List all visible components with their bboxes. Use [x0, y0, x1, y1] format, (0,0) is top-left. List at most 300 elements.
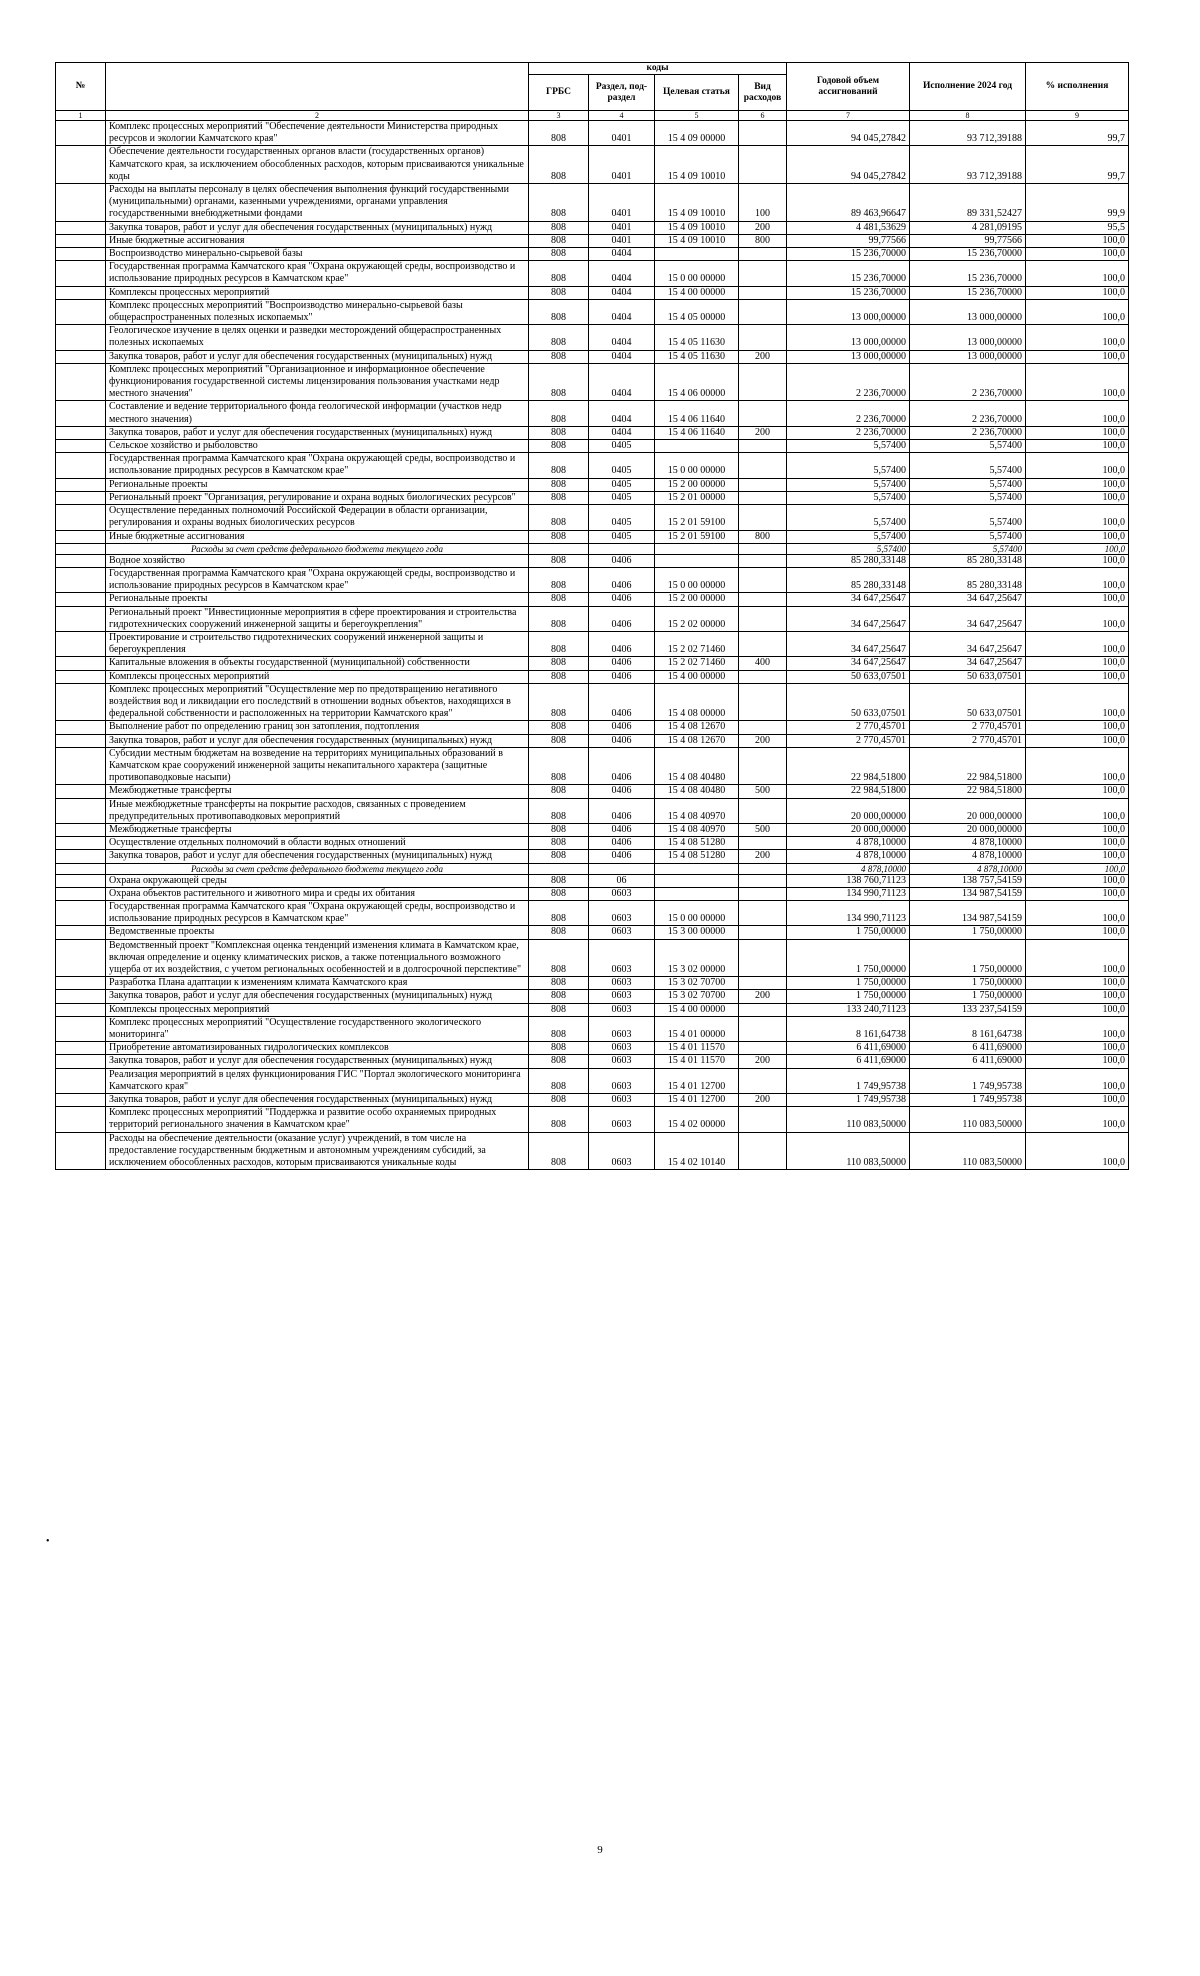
cell-vid [739, 286, 787, 299]
cell-razdel: 0603 [589, 1055, 655, 1068]
cell-vid: 500 [739, 785, 787, 798]
cell-razdel: 0401 [589, 184, 655, 222]
cell-pct: 100,0 [1026, 1132, 1129, 1170]
cell-exec: 1 750,00000 [910, 977, 1026, 990]
col-number: 2 [106, 111, 529, 121]
cell-pct: 100,0 [1026, 1016, 1129, 1041]
cell-razdel: 0603 [589, 1107, 655, 1132]
cell-vid: 100 [739, 184, 787, 222]
cell-razdel: 0603 [589, 990, 655, 1003]
cell-grbs: 808 [529, 837, 589, 850]
cell-num [56, 567, 106, 592]
cell-exec: 6 411,69000 [910, 1055, 1026, 1068]
cell-razdel: 0405 [589, 440, 655, 453]
cell-vid [739, 926, 787, 939]
cell-num [56, 350, 106, 363]
col-number: 9 [1026, 111, 1129, 121]
cell-razdel: 0406 [589, 554, 655, 567]
cell-grbs: 808 [529, 184, 589, 222]
cell-plan: 20 000,00000 [787, 798, 910, 823]
table-row [56, 887, 1129, 900]
cell-exec: 1 749,95738 [910, 1094, 1026, 1107]
cell-pct: 100,0 [1026, 286, 1129, 299]
table-row [56, 440, 1129, 453]
cell-plan: 5,57400 [787, 440, 910, 453]
header-num: № [56, 63, 106, 111]
cell-vid: 200 [739, 1055, 787, 1068]
cell-pct: 100,0 [1026, 1042, 1129, 1055]
cell-grbs: 808 [529, 874, 589, 887]
cell-exec: 5,57400 [910, 505, 1026, 530]
cell-grbs: 808 [529, 146, 589, 184]
cell-exec: 85 280,33148 [910, 567, 1026, 592]
cell-num [56, 837, 106, 850]
cell-plan: 34 647,25647 [787, 631, 910, 656]
cell-razdel: 0405 [589, 478, 655, 491]
table-row [56, 747, 1129, 785]
cell-razdel: 0404 [589, 363, 655, 401]
cell-grbs: 808 [529, 234, 589, 247]
cell-grbs: 808 [529, 554, 589, 567]
table-row [56, 554, 1129, 567]
cell-name: Комплексы процессных мероприятий [106, 670, 529, 683]
cell-name: Ведомственный проект "Комплексная оценка тенденций изменения климата в Камчатском крае, включая определение и оценку климатических рисков, а также потенциального возможного ущерба от их воздействия, с учетом региональных особенностей и в долгосрочной перспективе" [106, 939, 529, 977]
cell-plan: 110 083,50000 [787, 1107, 910, 1132]
cell-grbs: 808 [529, 1042, 589, 1055]
cell-plan: 50 633,07501 [787, 683, 910, 721]
cell-grbs [529, 863, 589, 874]
cell-num [56, 850, 106, 863]
cell-razdel: 0404 [589, 299, 655, 324]
cell-name: Закупка товаров, работ и услуг для обеспечения государственных (муниципальных) нужд [106, 350, 529, 363]
table-row [56, 593, 1129, 606]
cell-exec: 2 770,45701 [910, 721, 1026, 734]
cell-vid [739, 325, 787, 350]
cell-celevaya: 15 4 08 40480 [655, 785, 739, 798]
cell-razdel: 0603 [589, 1003, 655, 1016]
cell-plan: 2 236,70000 [787, 426, 910, 439]
cell-plan: 15 236,70000 [787, 286, 910, 299]
table-row [56, 426, 1129, 439]
cell-name: Расходы за счет средств федерального бюджета текущего года [106, 863, 529, 874]
cell-razdel: 0405 [589, 491, 655, 504]
table-row [56, 248, 1129, 261]
cell-num [56, 286, 106, 299]
cell-grbs: 808 [529, 491, 589, 504]
cell-celevaya: 15 4 08 51280 [655, 837, 739, 850]
cell-num [56, 1068, 106, 1093]
cell-num [56, 146, 106, 184]
cell-exec: 1 749,95738 [910, 1068, 1026, 1093]
cell-grbs: 808 [529, 683, 589, 721]
cell-plan: 34 647,25647 [787, 606, 910, 631]
table-body [56, 121, 1129, 1170]
cell-vid [739, 593, 787, 606]
cell-vid: 400 [739, 657, 787, 670]
cell-celevaya: 15 4 02 00000 [655, 1107, 739, 1132]
table-row [56, 363, 1129, 401]
cell-plan: 13 000,00000 [787, 325, 910, 350]
cell-grbs: 808 [529, 1068, 589, 1093]
cell-exec: 85 280,33148 [910, 554, 1026, 567]
cell-exec: 13 000,00000 [910, 350, 1026, 363]
cell-vid [739, 401, 787, 426]
cell-plan: 1 749,95738 [787, 1068, 910, 1093]
cell-celevaya: 15 2 00 00000 [655, 593, 739, 606]
cell-exec: 20 000,00000 [910, 823, 1026, 836]
cell-pct: 100,0 [1026, 721, 1129, 734]
cell-celevaya [655, 248, 739, 261]
cell-name: Комплекс процессных мероприятий "Воспроизводство минерально-сырьевой базы общераспространенных полезных ископаемых" [106, 299, 529, 324]
header-codes: коды [529, 63, 787, 75]
cell-num [56, 248, 106, 261]
table-row [56, 631, 1129, 656]
cell-vid [739, 1132, 787, 1170]
cell-grbs: 808 [529, 325, 589, 350]
cell-pct: 99,7 [1026, 121, 1129, 146]
col-number: 5 [655, 111, 739, 121]
cell-name: Закупка товаров, работ и услуг для обеспечения государственных (муниципальных) нужд [106, 850, 529, 863]
table-row [56, 286, 1129, 299]
cell-pct: 100,0 [1026, 350, 1129, 363]
cell-grbs: 808 [529, 478, 589, 491]
cell-num [56, 1042, 106, 1055]
cell-celevaya: 15 4 08 40970 [655, 823, 739, 836]
table-row [56, 863, 1129, 874]
cell-razdel: 0406 [589, 734, 655, 747]
cell-exec: 20 000,00000 [910, 798, 1026, 823]
cell-razdel: 0405 [589, 453, 655, 478]
cell-vid: 200 [739, 221, 787, 234]
cell-name: Закупка товаров, работ и услуг для обеспечения государственных (муниципальных) нужд [106, 1055, 529, 1068]
cell-name: Водное хозяйство [106, 554, 529, 567]
cell-num [56, 440, 106, 453]
cell-razdel: 0603 [589, 1042, 655, 1055]
cell-num [56, 798, 106, 823]
cell-celevaya: 15 4 00 00000 [655, 670, 739, 683]
cell-vid [739, 721, 787, 734]
cell-num [56, 505, 106, 530]
cell-plan: 85 280,33148 [787, 554, 910, 567]
cell-pct: 100,0 [1026, 363, 1129, 401]
cell-pct: 100,0 [1026, 567, 1129, 592]
cell-exec: 4 878,10000 [910, 850, 1026, 863]
cell-name: Ведомственные проекты [106, 926, 529, 939]
cell-pct: 100,0 [1026, 734, 1129, 747]
cell-pct: 100,0 [1026, 426, 1129, 439]
cell-plan: 1 750,00000 [787, 977, 910, 990]
cell-vid [739, 606, 787, 631]
cell-plan: 6 411,69000 [787, 1055, 910, 1068]
cell-pct: 100,0 [1026, 874, 1129, 887]
cell-num [56, 887, 106, 900]
table-row [56, 823, 1129, 836]
cell-vid [739, 874, 787, 887]
cell-vid: 200 [739, 1094, 787, 1107]
header-razdel: Раздел, под-раздел [589, 75, 655, 111]
cell-num [56, 543, 106, 554]
cell-name: Закупка товаров, работ и услуг для обеспечения государственных (муниципальных) нужд [106, 734, 529, 747]
cell-razdel: 0401 [589, 221, 655, 234]
header-plan: Годовой объем ассигнований [787, 63, 910, 111]
cell-name: Реализация мероприятий в целях функционирования ГИС "Портал экологического мониторинга Камчатского края" [106, 1068, 529, 1093]
cell-grbs: 808 [529, 798, 589, 823]
cell-razdel: 0406 [589, 837, 655, 850]
cell-vid [739, 1003, 787, 1016]
cell-exec: 2 236,70000 [910, 363, 1026, 401]
cell-num [56, 478, 106, 491]
cell-razdel: 0404 [589, 261, 655, 286]
cell-vid [739, 453, 787, 478]
table-row [56, 478, 1129, 491]
table-row [56, 670, 1129, 683]
cell-pct: 100,0 [1026, 261, 1129, 286]
cell-vid [739, 146, 787, 184]
cell-exec: 15 236,70000 [910, 248, 1026, 261]
cell-grbs [529, 543, 589, 554]
cell-celevaya: 15 2 02 71460 [655, 657, 739, 670]
cell-celevaya: 15 4 08 51280 [655, 850, 739, 863]
cell-celevaya: 15 2 01 00000 [655, 491, 739, 504]
table-row [56, 146, 1129, 184]
cell-name: Геологическое изучение в целях оценки и разведки месторождений общераспространенных полезных ископаемых [106, 325, 529, 350]
cell-num [56, 606, 106, 631]
cell-pct: 100,0 [1026, 863, 1129, 874]
cell-vid [739, 478, 787, 491]
col-number: 6 [739, 111, 787, 121]
cell-razdel: 0404 [589, 426, 655, 439]
header-celevaya: Целевая статья [655, 75, 739, 111]
cell-vid [739, 543, 787, 554]
cell-razdel: 0406 [589, 823, 655, 836]
cell-pct: 100,0 [1026, 850, 1129, 863]
cell-name: Осуществление отдельных полномочий в области водных отношений [106, 837, 529, 850]
cell-celevaya: 15 3 00 00000 [655, 926, 739, 939]
table-row [56, 1016, 1129, 1041]
cell-razdel: 0406 [589, 631, 655, 656]
cell-name: Комплекс процессных мероприятий "Организационное и информационное обеспечение функционирования государственной системы лицензирования пользования участками недр местного значения" [106, 363, 529, 401]
margin-dot: • [46, 1536, 50, 1547]
cell-num [56, 1132, 106, 1170]
cell-celevaya: 15 4 05 00000 [655, 299, 739, 324]
header-vid: Вид расходов [739, 75, 787, 111]
cell-name: Приобретение автоматизированных гидрологических комплексов [106, 1042, 529, 1055]
cell-plan: 5,57400 [787, 530, 910, 543]
cell-name: Государственная программа Камчатского края "Охрана окружающей среды, воспроизводство и использование природных ресурсов в Камчатском крае" [106, 900, 529, 925]
cell-exec: 6 411,69000 [910, 1042, 1026, 1055]
cell-num [56, 530, 106, 543]
cell-razdel [589, 863, 655, 874]
cell-name: Осуществление переданных полномочий Российской Федерации в области организации, регулирования и охраны водных биологических ресурсов [106, 505, 529, 530]
cell-razdel: 0401 [589, 121, 655, 146]
cell-grbs: 808 [529, 286, 589, 299]
cell-name: Комплексы процессных мероприятий [106, 286, 529, 299]
cell-razdel: 0603 [589, 1016, 655, 1041]
cell-name: Комплекс процессных мероприятий "Поддержка и развитие особо охраняемых природных территорий регионального значения в Камчатском крае" [106, 1107, 529, 1132]
table-row [56, 1003, 1129, 1016]
cell-exec: 2 236,70000 [910, 426, 1026, 439]
cell-plan: 6 411,69000 [787, 1042, 910, 1055]
cell-grbs: 808 [529, 121, 589, 146]
cell-num [56, 926, 106, 939]
cell-name: Комплексы процессных мероприятий [106, 1003, 529, 1016]
cell-razdel: 0406 [589, 850, 655, 863]
cell-plan: 15 236,70000 [787, 248, 910, 261]
table-row [56, 734, 1129, 747]
cell-razdel [589, 543, 655, 554]
cell-num [56, 874, 106, 887]
table-row [56, 837, 1129, 850]
cell-razdel: 0603 [589, 1068, 655, 1093]
cell-num [56, 863, 106, 874]
table-row [56, 900, 1129, 925]
cell-celevaya [655, 554, 739, 567]
cell-name: Закупка товаров, работ и услуг для обеспечения государственных (муниципальных) нужд [106, 221, 529, 234]
cell-plan: 50 633,07501 [787, 670, 910, 683]
cell-celevaya: 15 4 08 00000 [655, 683, 739, 721]
cell-pct: 100,0 [1026, 543, 1129, 554]
cell-plan: 13 000,00000 [787, 350, 910, 363]
table-row [56, 234, 1129, 247]
cell-celevaya: 15 4 01 12700 [655, 1094, 739, 1107]
cell-grbs: 808 [529, 1055, 589, 1068]
cell-razdel: 0603 [589, 926, 655, 939]
cell-num [56, 426, 106, 439]
cell-celevaya: 15 4 08 12670 [655, 721, 739, 734]
header-exec: Исполнение 2024 год [910, 63, 1026, 111]
cell-celevaya: 15 4 09 10010 [655, 234, 739, 247]
cell-celevaya: 15 4 06 11640 [655, 426, 739, 439]
cell-celevaya: 15 0 00 00000 [655, 567, 739, 592]
cell-celevaya: 15 4 02 10140 [655, 1132, 739, 1170]
cell-vid [739, 977, 787, 990]
cell-celevaya [655, 863, 739, 874]
cell-plan: 13 000,00000 [787, 299, 910, 324]
cell-exec: 5,57400 [910, 543, 1026, 554]
cell-celevaya: 15 2 00 00000 [655, 478, 739, 491]
cell-grbs: 808 [529, 505, 589, 530]
cell-exec: 15 236,70000 [910, 286, 1026, 299]
cell-name: Межбюджетные трансферты [106, 823, 529, 836]
cell-pct: 100,0 [1026, 798, 1129, 823]
cell-num [56, 734, 106, 747]
cell-num [56, 1016, 106, 1041]
cell-grbs: 808 [529, 734, 589, 747]
cell-razdel: 0603 [589, 1132, 655, 1170]
cell-exec: 1 750,00000 [910, 926, 1026, 939]
cell-name: Комплекс процессных мероприятий "Обеспечение деятельности Министерства природных ресурсов и экологии Камчатского края" [106, 121, 529, 146]
cell-exec: 13 000,00000 [910, 299, 1026, 324]
cell-grbs: 808 [529, 401, 589, 426]
cell-exec: 89 331,52427 [910, 184, 1026, 222]
cell-vid [739, 631, 787, 656]
cell-num [56, 184, 106, 222]
cell-pct: 100,0 [1026, 900, 1129, 925]
table-row [56, 505, 1129, 530]
cell-name: Комплекс процессных мероприятий "Осуществление государственного экологического мониторинга" [106, 1016, 529, 1041]
cell-plan: 8 161,64738 [787, 1016, 910, 1041]
cell-vid [739, 900, 787, 925]
cell-plan: 5,57400 [787, 491, 910, 504]
cell-plan: 15 236,70000 [787, 261, 910, 286]
cell-vid [739, 1016, 787, 1041]
cell-pct: 95,5 [1026, 221, 1129, 234]
cell-pct: 100,0 [1026, 631, 1129, 656]
cell-celevaya: 15 4 06 00000 [655, 363, 739, 401]
cell-exec: 1 750,00000 [910, 990, 1026, 1003]
cell-grbs: 808 [529, 606, 589, 631]
cell-num [56, 683, 106, 721]
cell-grbs: 808 [529, 426, 589, 439]
cell-exec: 110 083,50000 [910, 1107, 1026, 1132]
cell-vid [739, 248, 787, 261]
cell-num [56, 900, 106, 925]
table-row [56, 939, 1129, 977]
cell-plan: 20 000,00000 [787, 823, 910, 836]
cell-plan: 134 990,71123 [787, 900, 910, 925]
cell-plan: 2 770,45701 [787, 721, 910, 734]
table-row [56, 1068, 1129, 1093]
cell-grbs: 808 [529, 248, 589, 261]
budget-execution-table [55, 62, 1129, 1170]
cell-exec: 134 987,54159 [910, 900, 1026, 925]
cell-pct: 100,0 [1026, 248, 1129, 261]
cell-pct: 99,7 [1026, 146, 1129, 184]
cell-pct: 100,0 [1026, 657, 1129, 670]
cell-grbs: 808 [529, 785, 589, 798]
cell-name: Иные бюджетные ассигнования [106, 234, 529, 247]
cell-exec: 99,77566 [910, 234, 1026, 247]
cell-vid [739, 554, 787, 567]
cell-num [56, 261, 106, 286]
cell-celevaya: 15 4 05 11630 [655, 325, 739, 350]
cell-vid [739, 683, 787, 721]
cell-plan: 4 878,10000 [787, 863, 910, 874]
cell-celevaya: 15 0 00 00000 [655, 900, 739, 925]
cell-exec: 4 878,10000 [910, 863, 1026, 874]
cell-name: Закупка товаров, работ и услуг для обеспечения государственных (муниципальных) нужд [106, 990, 529, 1003]
cell-exec: 34 647,25647 [910, 606, 1026, 631]
cell-vid [739, 670, 787, 683]
cell-num [56, 657, 106, 670]
cell-pct: 100,0 [1026, 823, 1129, 836]
cell-razdel: 0405 [589, 505, 655, 530]
cell-grbs: 808 [529, 363, 589, 401]
col-number: 3 [529, 111, 589, 121]
cell-plan: 2 770,45701 [787, 734, 910, 747]
cell-name: Воспроизводство минерально-сырьевой базы [106, 248, 529, 261]
table-row [56, 1042, 1129, 1055]
cell-pct: 100,0 [1026, 939, 1129, 977]
cell-name: Расходы на обеспечение деятельности (оказание услуг) учреждений, в том числе на предоставление государственным бюджетным и автономным учреждениям субсидий, за исключением обособленных расходов, которым присваиваются уникальные коды [106, 1132, 529, 1170]
cell-plan: 138 760,71123 [787, 874, 910, 887]
cell-vid: 200 [739, 426, 787, 439]
cell-celevaya [655, 440, 739, 453]
cell-grbs: 808 [529, 1132, 589, 1170]
table-row [56, 401, 1129, 426]
cell-num [56, 721, 106, 734]
table-row [56, 926, 1129, 939]
cell-name: Государственная программа Камчатского края "Охрана окружающей среды, воспроизводство и использование природных ресурсов в Камчатском крае" [106, 567, 529, 592]
cell-plan: 22 984,51800 [787, 785, 910, 798]
cell-vid [739, 837, 787, 850]
cell-name: Составление и ведение территориального фонда геологической информации (участков недр местного значения) [106, 401, 529, 426]
cell-vid: 800 [739, 234, 787, 247]
cell-celevaya: 15 3 02 70700 [655, 990, 739, 1003]
cell-num [56, 401, 106, 426]
cell-razdel: 0406 [589, 567, 655, 592]
cell-pct: 100,0 [1026, 453, 1129, 478]
